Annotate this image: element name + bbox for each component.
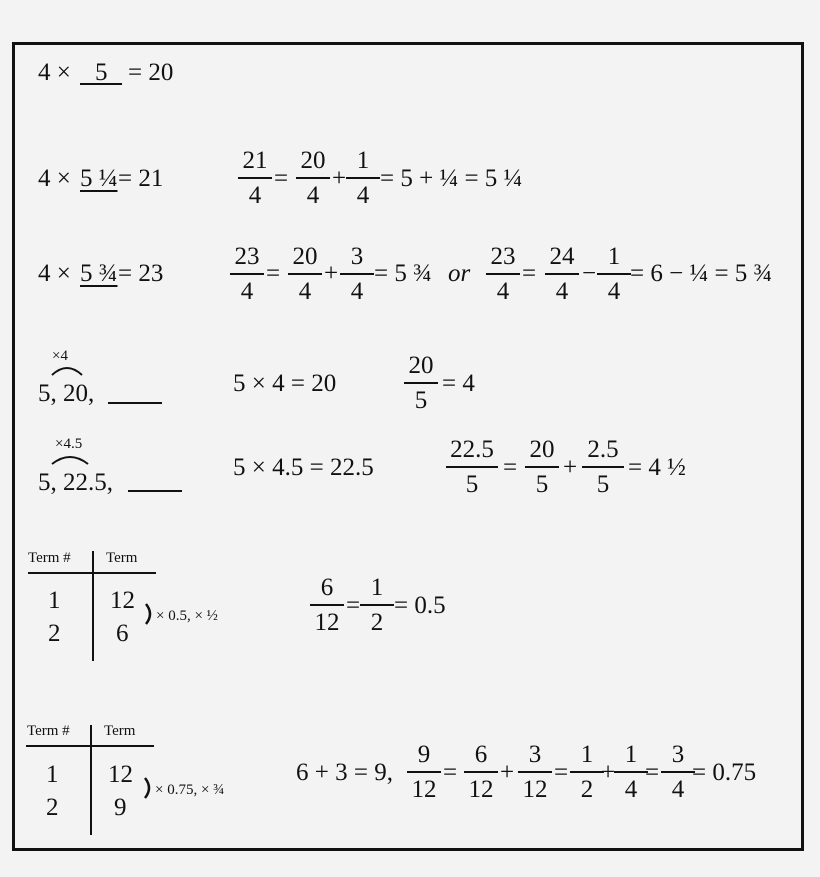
r2-frac-2: 20 4: [296, 148, 330, 208]
t1-vline: [92, 551, 94, 661]
r2-lhs: 4 ×: [38, 165, 71, 192]
r3-frac-3: 3 4: [340, 244, 374, 304]
r3-lhs: 4 ×: [38, 260, 71, 287]
t2-r1-c1: 1: [46, 761, 59, 788]
t1-r1-c1: 1: [48, 587, 61, 614]
r5-multiplier: ×4.5: [55, 436, 83, 452]
r2-rhs: = 21: [118, 165, 164, 192]
r3-frac-4: 23 4: [486, 244, 520, 304]
r1-blank-value: 5: [95, 59, 108, 86]
r2-eq-1: =: [274, 165, 289, 192]
t2-vline: [90, 725, 92, 835]
r5-frac-2: 20 5: [525, 437, 559, 497]
r4-multiplier: ×4: [52, 348, 68, 364]
r3-frac-5: 24 4: [545, 244, 579, 304]
t2-eq-3: =: [645, 759, 660, 786]
t1-tail: = 0.5: [394, 592, 446, 619]
r2-frac-3: 1 4: [346, 148, 380, 208]
t2-frac-3: 3 12: [518, 742, 552, 802]
r2-plus-1: +: [332, 165, 347, 192]
r4-frac: 20 5: [404, 353, 438, 413]
t2-note: × 0.75, × ¾: [155, 782, 225, 798]
r3-eq-1: =: [266, 260, 281, 287]
r3-tail: = 6 − ¼ = 5 ¾: [630, 260, 773, 287]
t2-frac-6: 3 4: [661, 742, 695, 802]
t2-frac-4: 1 2: [570, 742, 604, 802]
r3-or: or: [448, 260, 471, 287]
t1-header-term: Term: [106, 550, 138, 566]
t2-r2-c1: 2: [46, 794, 59, 821]
r3-minus: −: [582, 260, 597, 287]
r4-blank-line: [108, 402, 162, 404]
r5-sequence: 5, 22.5,: [38, 469, 113, 496]
t2-frac-2: 6 12: [464, 742, 498, 802]
r5-plus-1: +: [563, 454, 578, 481]
t2-plus-1: +: [500, 759, 515, 786]
t1-frac-1: 6 12: [310, 575, 344, 635]
t1-bracket: [144, 603, 154, 625]
r3-plus-1: +: [324, 260, 339, 287]
r3-eq-2: =: [522, 260, 537, 287]
t2-pre: 6 + 3 = 9,: [296, 759, 393, 786]
t2-frac-5: 1 4: [614, 742, 648, 802]
r4-sequence: 5, 20,: [38, 380, 95, 407]
t2-bracket: [143, 777, 153, 799]
r3-frac-1: 23 4: [230, 244, 264, 304]
r4-equation: 5 × 4 = 20: [233, 370, 337, 397]
t2-r2-c2: 9: [114, 794, 127, 821]
t2-eq-1: =: [443, 759, 458, 786]
t2-header-term: Term: [104, 723, 136, 739]
t1-eq: =: [346, 592, 361, 619]
r5-frac-3: 2.5 5: [582, 437, 624, 497]
t1-r2-c2: 6: [116, 620, 129, 647]
r5-blank-line: [128, 490, 182, 492]
t2-header-term-num: Term #: [27, 723, 70, 739]
t2-r1-c2: 12: [108, 761, 133, 788]
t1-r2-c1: 2: [48, 620, 61, 647]
t1-header-term-num: Term #: [28, 550, 71, 566]
r2-tail: = 5 + ¼ = 5 ¼: [380, 165, 523, 192]
r4-tail: = 4: [442, 370, 475, 397]
t2-plus-2: +: [601, 759, 616, 786]
r1-lhs: 4 ×: [38, 59, 71, 86]
t1-frac-2: 1 2: [360, 575, 394, 635]
r1-blank-line: [80, 83, 122, 85]
r3-frac-6: 1 4: [597, 244, 631, 304]
r5-arc: [50, 452, 90, 466]
t2-frac-1: 9 12: [407, 742, 441, 802]
r3-frac-2: 20 4: [288, 244, 322, 304]
r1-rhs: = 20: [128, 59, 174, 86]
r5-equation: 5 × 4.5 = 22.5: [233, 454, 374, 481]
t2-tail: = 0.75: [692, 759, 757, 786]
r3-rhs: = 23: [118, 260, 164, 287]
r5-frac-1: 22.5 5: [446, 437, 498, 497]
t2-eq-2: =: [554, 759, 569, 786]
r3-mid: = 5 ¾: [374, 260, 432, 287]
r5-eq-1: =: [503, 454, 518, 481]
r5-tail: = 4 ½: [628, 454, 686, 481]
t1-note: × 0.5, × ½: [156, 608, 218, 624]
r2-frac-1: 21 4: [238, 148, 272, 208]
r4-arc: [50, 363, 84, 377]
r2-mixed: 5 ¼: [80, 165, 118, 192]
r3-mixed: 5 ¾: [80, 260, 118, 287]
t1-r1-c2: 12: [110, 587, 135, 614]
